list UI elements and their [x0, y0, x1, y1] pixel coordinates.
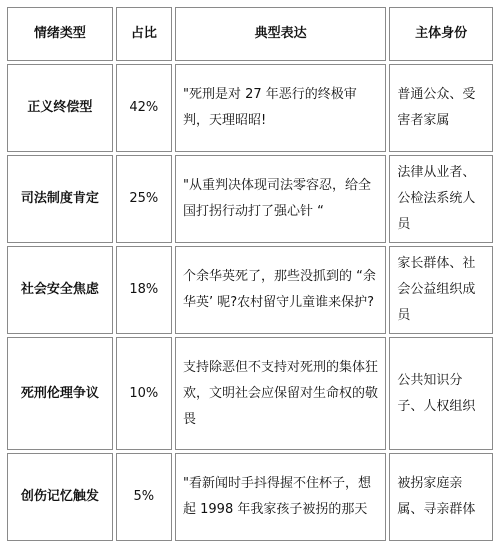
header-typical-expression: 典型表达 [175, 7, 386, 61]
expression-cell: "死刑是对 27 年恶行的终极审判，天理昭昭! [175, 64, 386, 152]
header-percentage: 占比 [116, 7, 172, 61]
identity-cell: 家长群体、社会公益组织成员 [389, 246, 493, 334]
table-row [7, 64, 493, 152]
identity-cell: 普通公众、受害者家属 [389, 64, 493, 152]
table-row [7, 246, 493, 334]
percentage-cell: 10% [116, 337, 172, 450]
emotion-type-cell: 社会安全焦虑 [7, 246, 113, 334]
expression-cell: 支持除恶但不支持对死刑的集体狂欢，文明社会应保留对生命权的敬畏 [175, 337, 386, 450]
expression-cell: "从重判决体现司法零容忍，给全国打拐行动打了强心针 “ [175, 155, 386, 243]
identity-cell: 被拐家庭亲属、寻亲群体 [389, 453, 493, 541]
table-row [7, 155, 493, 243]
identity-cell: 公共知识分子、人权组织 [389, 337, 493, 450]
expression-cell: 个余华英死了，那些没抓到的 “余华英’ 呢?农村留守儿童谁来保护? [175, 246, 386, 334]
identity-cell: 法律从业者、公检法系统人员 [389, 155, 493, 243]
percentage-cell: 25% [116, 155, 172, 243]
percentage-cell: 5% [116, 453, 172, 541]
expression-cell: "看新闻时手抖得握不住杯子，想 起 1998 年我家孩子被拐的那天 [175, 453, 386, 541]
emotion-type-cell: 创伤记忆触发 [7, 453, 113, 541]
emotion-table [4, 4, 496, 544]
emotion-type-cell: 死刑伦理争议 [7, 337, 113, 450]
percentage-cell: 18% [116, 246, 172, 334]
emotion-type-cell: 司法制度肯定 [7, 155, 113, 243]
table-row [7, 453, 493, 541]
percentage-cell: 42% [116, 64, 172, 152]
emotion-type-cell: 正义终偿型 [7, 64, 113, 152]
header-subject-identity: 主体身份 [389, 7, 493, 61]
header-emotion-type: 情绪类型 [7, 7, 113, 61]
table-row [7, 337, 493, 450]
header-row [7, 7, 493, 61]
